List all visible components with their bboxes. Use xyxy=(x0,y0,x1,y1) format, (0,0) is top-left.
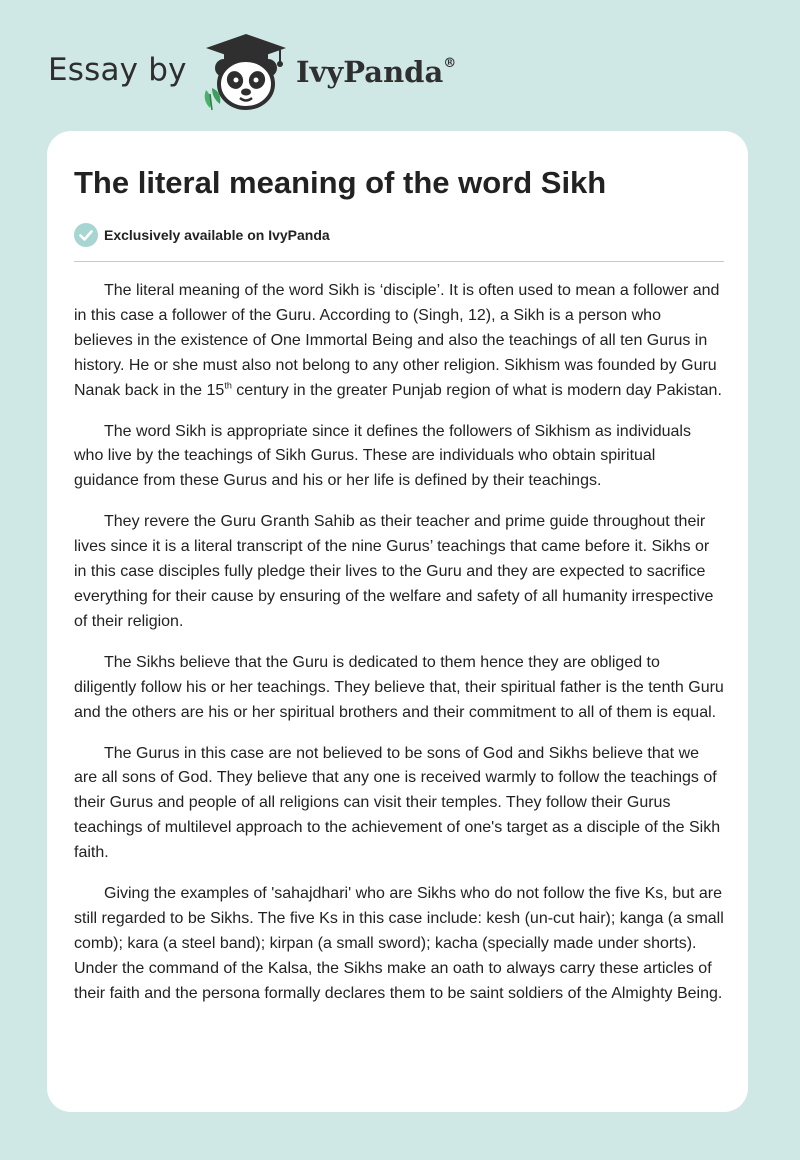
essay-card xyxy=(47,131,748,1112)
divider xyxy=(74,261,724,262)
brand-name[interactable]: IvyPanda® xyxy=(296,55,457,89)
essay-by-label: Essay by xyxy=(48,52,187,88)
exclusive-badge xyxy=(74,223,330,247)
page-title: The literal meaning of the word Sikh xyxy=(74,165,607,200)
paragraph-5: The Gurus in this case are not believed to be sons of God and Sikhs believe that we are all sons of God. They believe that any one is received warmly to follow the teachings of their Gurus and people of all religions can visit their temples. They follow their Gurus teachings of multilevel approach to the achievement of one's target as a disciple of the Sikh faith. xyxy=(74,744,721,862)
paragraph-4: The Sikhs believe that the Guru is dedicated to them hence they are obliged to diligently follow his or her teachings. They believe that, their spiritual father is the tenth Guru and the others are his or her spiritual brothers and their commitment to all of them is equal. xyxy=(74,653,724,721)
paragraph-3: They revere the Guru Granth Sahib as their teacher and prime guide throughout their lives since it is a literal transcript of the nine Gurus’ teachings that came before it. Sikhs or in this case disciples fully pledge their lives to the Guru and they are expected to sacrifice everything for their cause by ensuring of the welfare and safety of all humanity irrespective of their religion. xyxy=(74,513,714,630)
site-header xyxy=(48,28,508,112)
paragraph-2: The word Sikh is appropriate since it defines the followers of Sikhism as individuals who live by the teachings of Sikh Gurus. These are individuals who obtain spiritual guidance from these Gurus and his or her life is defined by their teachings. xyxy=(74,422,691,490)
superscript: th xyxy=(224,380,232,391)
panda-graduate-icon[interactable] xyxy=(200,32,292,112)
paragraph-6: Giving the examples of 'sahajdhari' who are Sikhs who do not follow the five Ks, but are still regarded to be Sikhs. The five Ks in this case include: kesh (un-cut hair); kanga (a small comb); kara (a steel band); kirpan (a small sword); kacha (specially made under shorts). Under the command of the Kalsa, the Sikhs make an oath to always carry these articles of their faith and the persona formally declares them to be saint soldiers of the Almighty Being. xyxy=(74,885,724,1002)
check-circle-icon xyxy=(74,223,98,247)
paragraph-1: The literal meaning of the word Sikh is ‘disciple’. It is often used to mean a follower and in this case a follower of the Guru. According to (Singh, 12), a Sikh is a person who believes in the existence of One Immortal Being and also the teachings of all ten Gurus in history. He or she must also not belong to any other religion. Sikhism was founded by Guru Nanak back in the 15th century in the greater Punjab region of what is modern day Pakistan. xyxy=(74,282,722,399)
registered-mark: ® xyxy=(443,56,457,72)
essay-body xyxy=(74,279,724,1023)
exclusive-label: Exclusively available on IvyPanda xyxy=(104,227,330,243)
